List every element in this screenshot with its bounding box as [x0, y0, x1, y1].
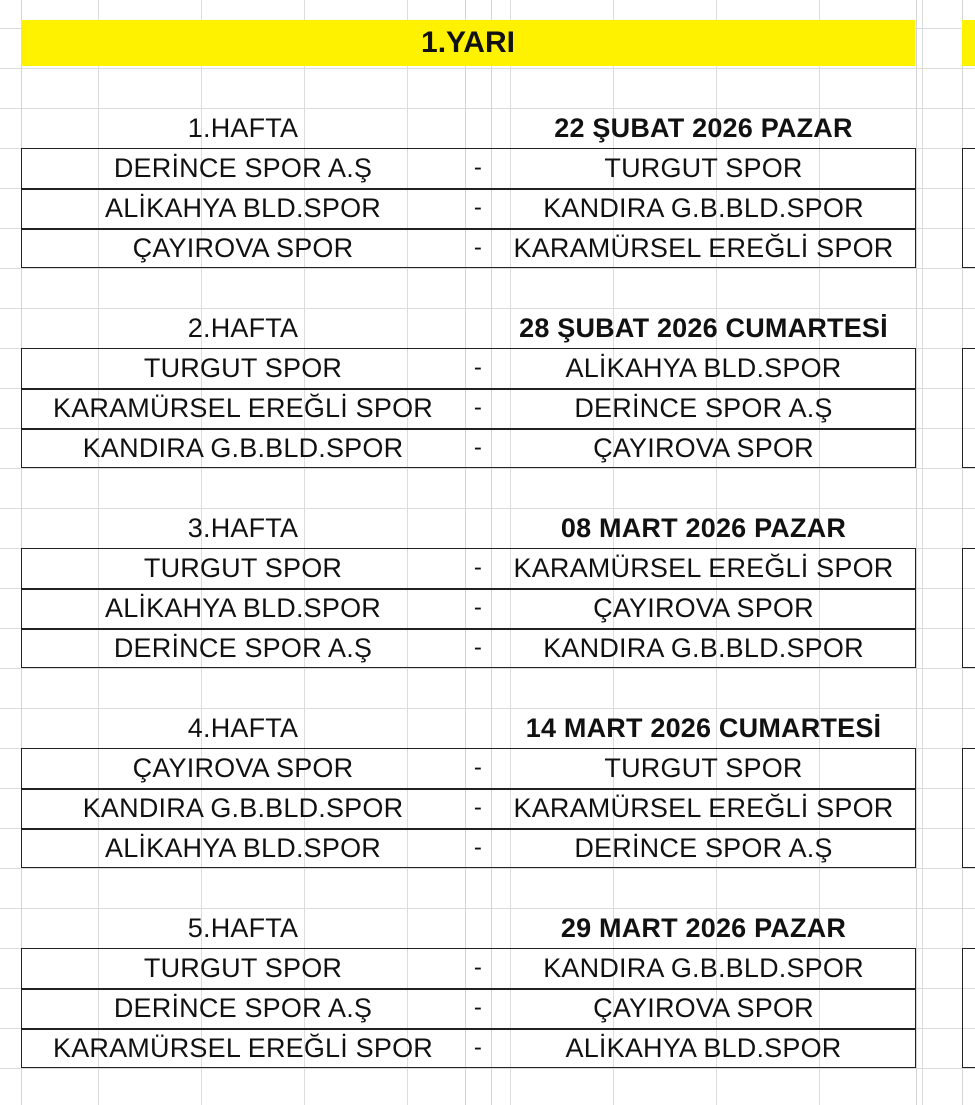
half-title: 1.YARI [421, 26, 515, 59]
match-dash[interactable]: - [473, 234, 483, 261]
home-team[interactable]: KARAMÜRSEL EREĞLİ SPOR [52, 1032, 433, 1063]
away-team[interactable]: ÇAYIROVA SPOR [593, 992, 814, 1023]
away-team[interactable]: ALİKAHYA BLD.SPOR [565, 1032, 842, 1063]
week-label[interactable]: 2.HAFTA [187, 312, 299, 343]
adjacent-table-edge [962, 948, 975, 1068]
week-date[interactable]: 08 MART 2026 PAZAR [560, 512, 847, 543]
match-dash[interactable]: - [473, 754, 483, 781]
home-team[interactable]: KANDIRA G.B.BLD.SPOR [82, 432, 404, 463]
away-team[interactable]: KANDIRA G.B.BLD.SPOR [543, 192, 864, 223]
match-dash[interactable]: - [473, 954, 483, 981]
home-team[interactable]: DERİNCE SPOR A.Ş [113, 152, 373, 183]
home-team[interactable]: DERİNCE SPOR A.Ş [113, 992, 373, 1023]
adjacent-banner-edge [962, 20, 975, 66]
away-team[interactable]: DERİNCE SPOR A.Ş [574, 832, 833, 863]
home-team[interactable]: KANDIRA G.B.BLD.SPOR [82, 792, 404, 823]
grid-column-line [916, 0, 917, 1105]
week-date[interactable]: 14 MART 2026 CUMARTESİ [525, 712, 882, 743]
match-dash[interactable]: - [473, 554, 483, 581]
away-team[interactable]: KANDIRA G.B.BLD.SPOR [543, 632, 864, 663]
week-date[interactable]: 29 MART 2026 PAZAR [560, 912, 847, 943]
match-dash[interactable]: - [473, 194, 483, 221]
home-team[interactable]: TURGUT SPOR [143, 552, 343, 583]
home-team[interactable]: ALİKAHYA BLD.SPOR [104, 592, 381, 623]
match-dash[interactable]: - [473, 154, 483, 181]
week-label[interactable]: 5.HAFTA [187, 912, 299, 943]
home-team[interactable]: DERİNCE SPOR A.Ş [113, 632, 373, 663]
adjacent-table-edge [962, 748, 975, 868]
match-dash[interactable]: - [473, 994, 483, 1021]
home-team[interactable]: ÇAYIROVA SPOR [132, 232, 354, 263]
away-team[interactable]: ÇAYIROVA SPOR [593, 432, 814, 463]
half-title-banner[interactable] [21, 20, 915, 66]
away-team[interactable]: TURGUT SPOR [604, 752, 803, 783]
week-label[interactable]: 1.HAFTA [187, 112, 299, 143]
home-team[interactable]: TURGUT SPOR [143, 952, 343, 983]
home-team[interactable]: ALİKAHYA BLD.SPOR [104, 832, 381, 863]
away-team[interactable]: ALİKAHYA BLD.SPOR [565, 352, 842, 383]
adjacent-table-edge [962, 548, 975, 668]
adjacent-table-edge [962, 348, 975, 468]
week-date[interactable]: 28 ŞUBAT 2026 CUMARTESİ [519, 312, 888, 343]
away-team[interactable]: KARAMÜRSEL EREĞLİ SPOR [513, 552, 894, 583]
home-team[interactable]: TURGUT SPOR [143, 352, 343, 383]
week-date[interactable]: 22 ŞUBAT 2026 PAZAR [554, 112, 853, 143]
adjacent-table-edge [962, 148, 975, 268]
home-team[interactable]: ÇAYIROVA SPOR [132, 752, 354, 783]
away-team[interactable]: KARAMÜRSEL EREĞLİ SPOR [513, 792, 894, 823]
away-team[interactable]: KANDIRA G.B.BLD.SPOR [543, 952, 864, 983]
away-team[interactable]: KARAMÜRSEL EREĞLİ SPOR [513, 232, 894, 263]
match-dash[interactable]: - [473, 434, 483, 461]
away-team[interactable]: TURGUT SPOR [604, 152, 803, 183]
match-dash[interactable]: - [473, 354, 483, 381]
away-team[interactable]: ÇAYIROVA SPOR [593, 592, 814, 623]
week-label[interactable]: 3.HAFTA [187, 512, 299, 543]
away-team[interactable]: DERİNCE SPOR A.Ş [574, 392, 833, 423]
week-label[interactable]: 4.HAFTA [187, 712, 299, 743]
home-team[interactable]: ALİKAHYA BLD.SPOR [104, 192, 381, 223]
match-dash[interactable]: - [473, 794, 483, 821]
match-dash[interactable]: - [473, 1034, 483, 1061]
match-dash[interactable]: - [473, 834, 483, 861]
match-dash[interactable]: - [473, 394, 483, 421]
home-team[interactable]: KARAMÜRSEL EREĞLİ SPOR [52, 392, 433, 423]
match-dash[interactable]: - [473, 594, 483, 621]
match-dash[interactable]: - [473, 634, 483, 661]
